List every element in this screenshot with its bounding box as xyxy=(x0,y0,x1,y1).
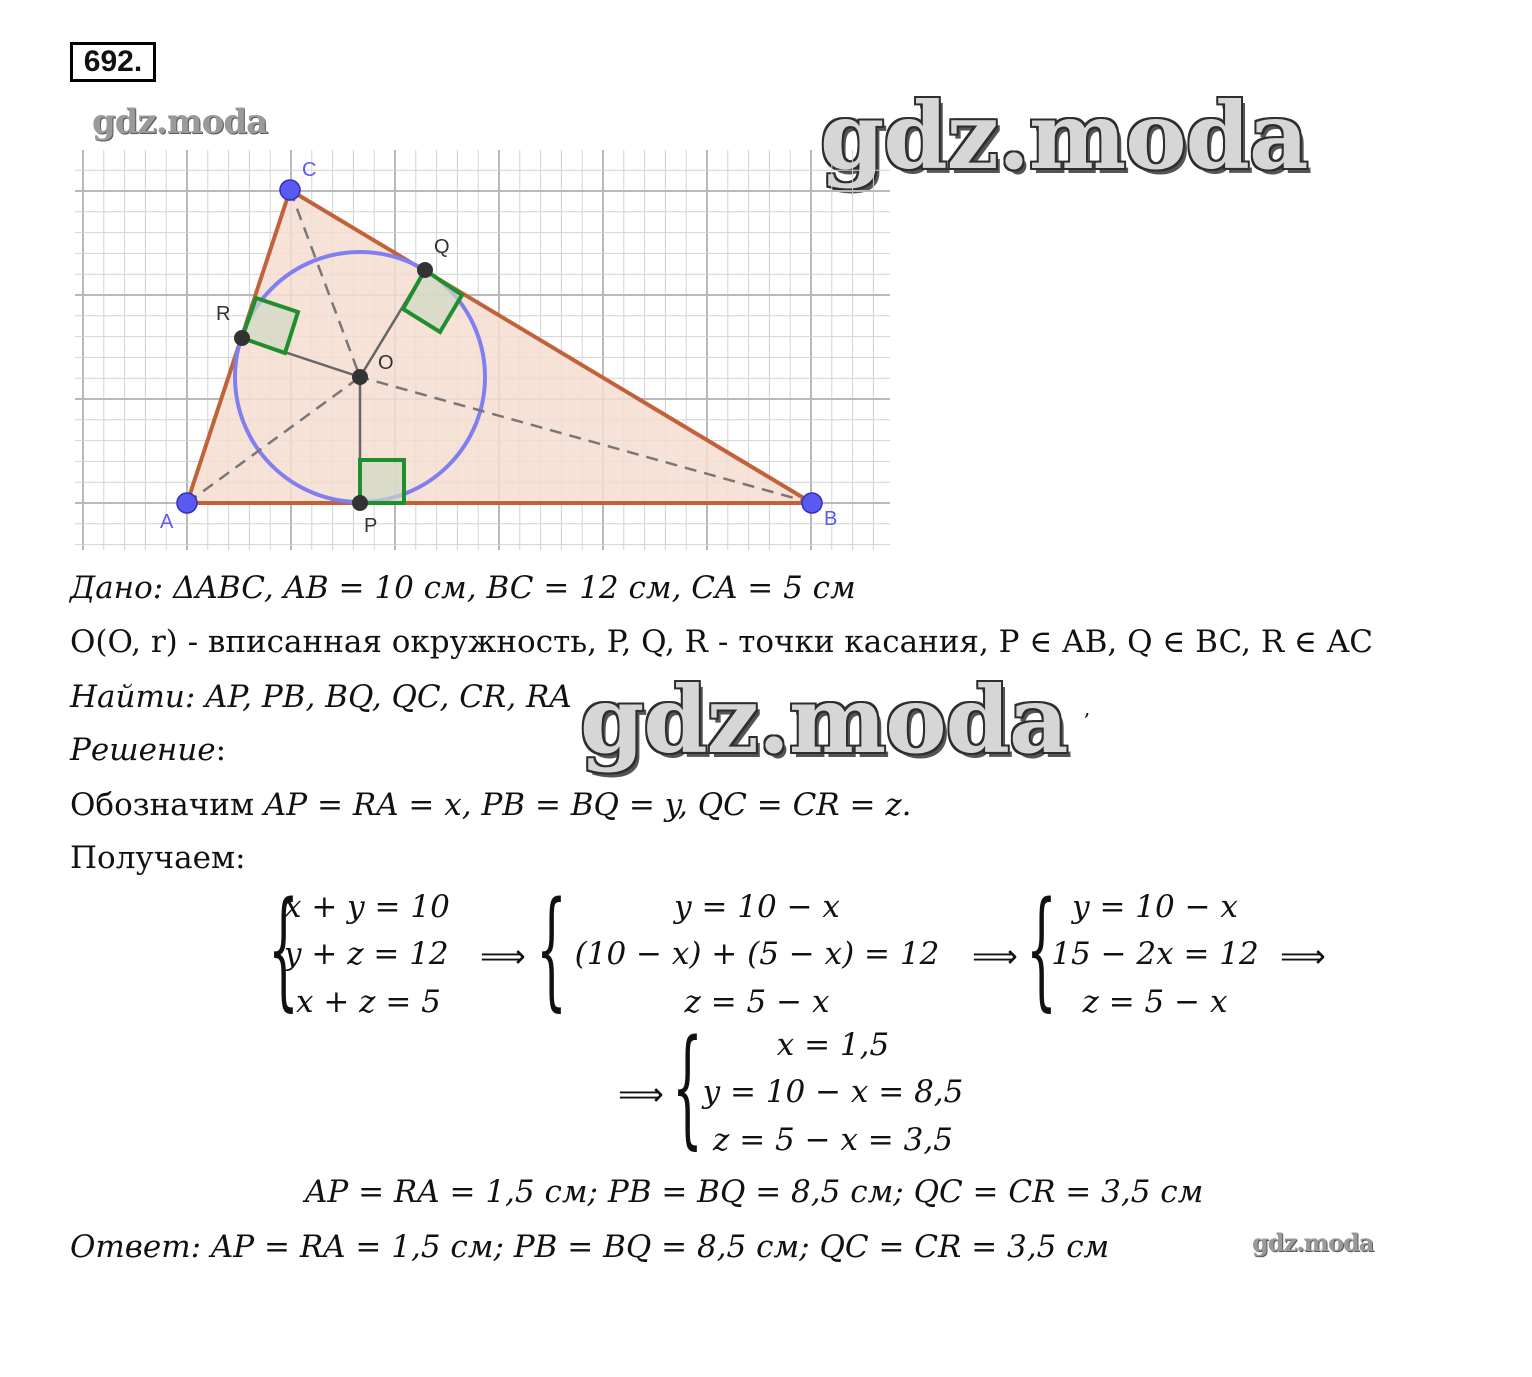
triangle-figure xyxy=(70,140,900,560)
brace-1: { xyxy=(268,875,299,1024)
brace-3: { xyxy=(1026,875,1057,1024)
solution-line xyxy=(70,730,226,770)
label-c: C xyxy=(302,159,317,181)
denote-word: Обозначим xyxy=(70,787,264,823)
system2-row-2: (10 − x) + (5 − x) = 12 xyxy=(574,936,940,972)
solution-label: Решение xyxy=(70,732,216,768)
label-q: Q xyxy=(434,236,450,258)
answer-label: Ответ xyxy=(70,1229,191,1265)
brace-2: { xyxy=(536,875,567,1024)
watermark-big-middle: gdz.moda xyxy=(580,666,1068,774)
watermark-small: gdz.moda xyxy=(92,102,268,142)
given-text: : ΔABC, AB = 10 см, BC = 12 см, CA = 5 см xyxy=(152,570,856,606)
implies-arrow-2: ⟹ xyxy=(972,937,1018,975)
implies-arrow-3: ⟹ xyxy=(1280,937,1326,975)
implies-arrow-4: ⟹ xyxy=(618,1075,664,1113)
given-line xyxy=(70,568,856,608)
system1-row-3: x + z = 5 xyxy=(296,984,441,1020)
system1-row-2: y + z = 12 xyxy=(284,936,449,972)
answer-line xyxy=(70,1227,1109,1267)
system1-row-1: x + y = 10 xyxy=(284,889,450,925)
find-label: Найти xyxy=(70,679,185,715)
denote-text: AP = RA = x, PB = BQ = y, QC = CR = z. xyxy=(263,787,912,823)
system2-row-3: z = 5 − x xyxy=(684,984,830,1020)
implies-arrow-1: ⟹ xyxy=(480,937,526,975)
system4-row-3: z = 5 − x = 3,5 xyxy=(713,1122,953,1158)
system2-row-1: y = 10 − x xyxy=(674,889,840,925)
find-text: : AP, PB, BQ, QC, CR, RA xyxy=(184,679,572,715)
system3-row-3: z = 5 − x xyxy=(1082,984,1228,1020)
solution-colon: : xyxy=(215,732,227,768)
system3-row-1: y = 10 − x xyxy=(1072,889,1238,925)
circle-line xyxy=(70,622,1373,662)
circle-text: O(O, r) - вписанная окружность, P, Q, R - точки касания, P ∈ AB, Q ∈ BC, R ∈ AC xyxy=(70,624,1373,660)
label-a: A xyxy=(160,511,174,533)
brace-4: { xyxy=(672,1013,703,1162)
find-line xyxy=(70,677,572,717)
answer-text: : AP = RA = 1,5 см; PB = BQ = 8,5 см; QC = CR = 3,5 см xyxy=(190,1229,1110,1265)
denote-line xyxy=(70,785,912,825)
label-p: P xyxy=(364,515,378,537)
result-line: AP = RA = 1,5 см; PB = BQ = 8,5 см; QC = CR = 3,5 см xyxy=(305,1174,1204,1210)
problem-number: 692. xyxy=(70,42,156,82)
system4-row-2: y = 10 − x = 8,5 xyxy=(702,1074,964,1110)
stray-mark: , xyxy=(1084,696,1091,720)
get-line: Получаем: xyxy=(70,840,246,876)
watermark-tiny: gdz.moda xyxy=(1252,1228,1374,1257)
label-r: R xyxy=(216,303,231,325)
system4-row-1: x = 1,5 xyxy=(776,1027,890,1063)
watermark-big-top: gdz.moda xyxy=(820,82,1308,190)
label-o: O xyxy=(378,352,394,374)
label-b: B xyxy=(824,508,838,530)
system3-row-2: 15 − 2x = 12 xyxy=(1051,936,1259,972)
given-label: Дано xyxy=(70,570,153,606)
